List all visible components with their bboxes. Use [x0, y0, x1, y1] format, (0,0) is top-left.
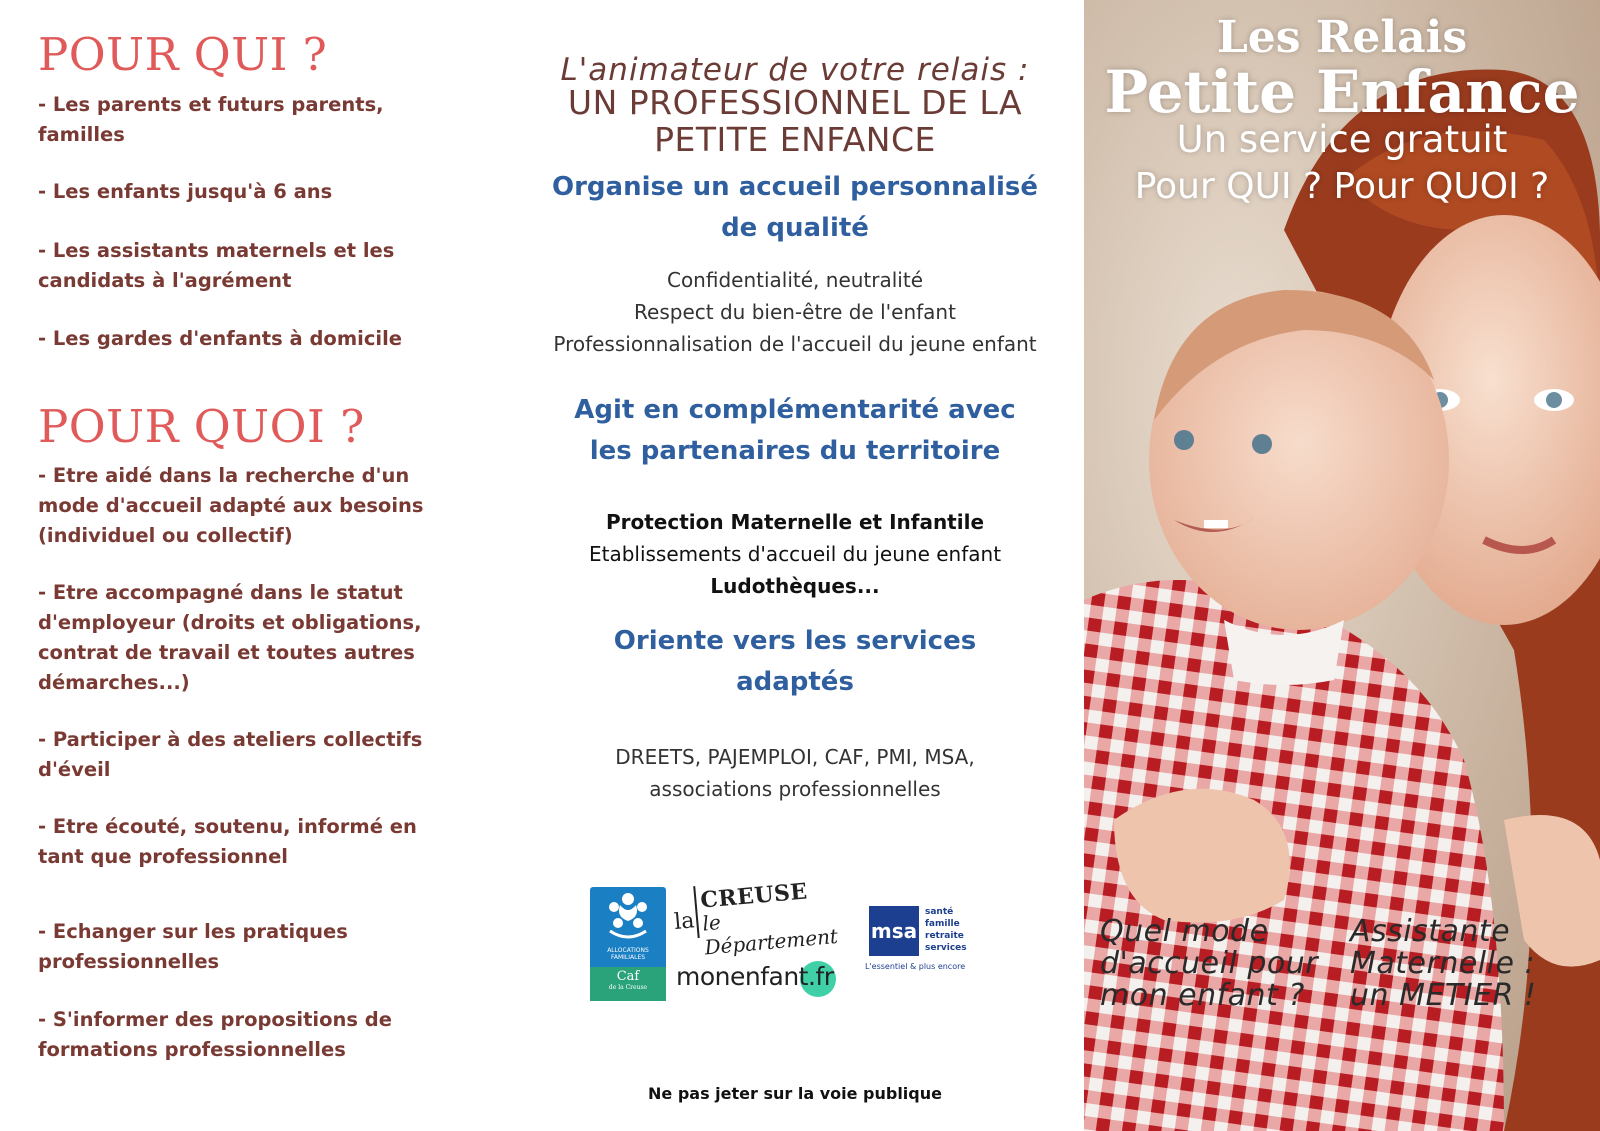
animator-role	[520, 84, 1070, 158]
caf-logo-top-text: ALLOCATIONS FAMILIALES	[607, 947, 649, 961]
section-partners-body	[520, 506, 1070, 602]
section-organise-line: Professionnalisation de l'accueil du jeune enfant	[553, 332, 1037, 356]
tagline-assistant-line: un METIER !	[1350, 978, 1537, 1013]
creuse-logo-name: CREUSE	[699, 878, 809, 914]
orient-line: associations professionnelles	[649, 777, 941, 801]
pour-qui-heading: POUR QUI ?	[38, 28, 328, 81]
section-organise-line: Respect du bien-être de l'enfant	[634, 300, 956, 324]
caf-logo-word: Caf	[616, 969, 640, 984]
caf-logo-sub: de la Creuse	[608, 984, 648, 991]
caf-family-icon	[590, 887, 666, 945]
partner-line: Ludothèques...	[710, 574, 880, 598]
section-partners-title	[520, 390, 1070, 472]
who-item: - Les assistants maternels et les candidats à l'agrément	[38, 239, 395, 292]
msa-logo-lines	[925, 906, 967, 954]
brand-title-line-2: Petite Enfance	[1104, 58, 1580, 126]
brand-subtitle: Un service gratuit	[1176, 118, 1508, 161]
caf-logo	[590, 887, 666, 1001]
tagline-parent-line: mon enfant ?	[1100, 978, 1305, 1013]
monenfant-logo	[676, 960, 836, 1000]
tagline-assistant	[1350, 916, 1536, 1012]
orient-line: DREETS, PAJEMPLOI, CAF, PMI, MSA,	[615, 745, 975, 769]
section-partners-title-line-2: les partenaires du territoire	[589, 436, 1001, 466]
section-orient-title-line-2: adaptés	[736, 667, 854, 697]
section-organise-title-line-2: de qualité	[721, 213, 869, 243]
creuse-department-logo	[671, 871, 855, 960]
monenfant-logo-text: monenfant.fr	[676, 962, 834, 991]
why-item: - S'informer des propositions de formations professionnelles	[38, 1008, 392, 1061]
pour-quoi-heading: POUR QUOI ?	[38, 400, 365, 453]
section-organise-title	[520, 167, 1070, 249]
msa-logo-mark: msa	[869, 906, 919, 956]
creuse-logo-la: la	[673, 908, 696, 936]
tagline-assistant-line: Maternelle :	[1350, 946, 1536, 981]
animator-intro: L'animateur de votre relais :	[560, 52, 1030, 88]
section-orient-title-line-1: Oriente vers les services	[613, 626, 977, 656]
section-orient-body	[520, 741, 1070, 805]
msa-logo-line: famille	[925, 919, 960, 929]
why-item: - Etre accompagné dans le statut d'employeur (droits et obligations, contrat de travail et toutes autres démarches...)	[38, 581, 422, 694]
section-orient-title	[520, 621, 1070, 703]
tagline-parent	[1100, 916, 1318, 1012]
msa-logo	[865, 906, 975, 976]
section-organise-body	[520, 264, 1070, 360]
tagline-parent-line: d'accueil pour	[1100, 946, 1319, 981]
section-partners-title-line-1: Agit en complémentarité avec	[574, 395, 1016, 425]
why-item: - Etre écouté, soutenu, informé en tant que professionnel	[38, 815, 417, 868]
section-organise-line: Confidentialité, neutralité	[666, 268, 923, 292]
why-item: - Participer à des ateliers collectifs d'éveil	[38, 728, 423, 781]
animator-role-line-1: UN PROFESSIONNEL DE LA	[567, 83, 1023, 122]
who-item: - Les parents et futurs parents, familles	[38, 93, 384, 146]
footer-note: Ne pas jeter sur la voie publique	[648, 1084, 942, 1103]
tagline-parent-line: Quel mode	[1100, 914, 1269, 949]
caf-logo-top	[590, 887, 666, 967]
creuse-logo-dept: le Département	[701, 910, 839, 960]
tagline-assistant-line: Assistante	[1350, 914, 1511, 949]
msa-logo-line: retraite	[925, 931, 964, 941]
msa-logo-line: santé	[925, 907, 954, 917]
section-organise-title-line-1: Organise un accueil personnalisé	[551, 172, 1039, 202]
why-item: - Echanger sur les pratiques professionnelles	[38, 920, 348, 973]
animator-role-line-2: PETITE ENFANCE	[654, 120, 936, 159]
caf-logo-bottom	[590, 967, 666, 1001]
msa-logo-tagline: L'essentiel & plus encore	[865, 962, 966, 971]
cover-panel	[1084, 0, 1600, 1131]
who-item: - Les gardes d'enfants à domicile	[38, 327, 402, 350]
partner-line: Etablissements d'accueil du jeune enfant	[588, 542, 1002, 566]
why-item: - Etre aidé dans la recherche d'un mode d'accueil adapté aux besoins (individuel ou collectif)	[38, 464, 424, 547]
brand-title-line-1: Les Relais	[1216, 12, 1468, 63]
msa-logo-line: services	[925, 943, 967, 953]
brand-question: Pour QUI ? Pour QUOI ?	[1134, 166, 1550, 207]
partner-line: Protection Maternelle et Infantile	[605, 510, 985, 534]
who-item: - Les enfants jusqu'à 6 ans	[38, 180, 333, 203]
